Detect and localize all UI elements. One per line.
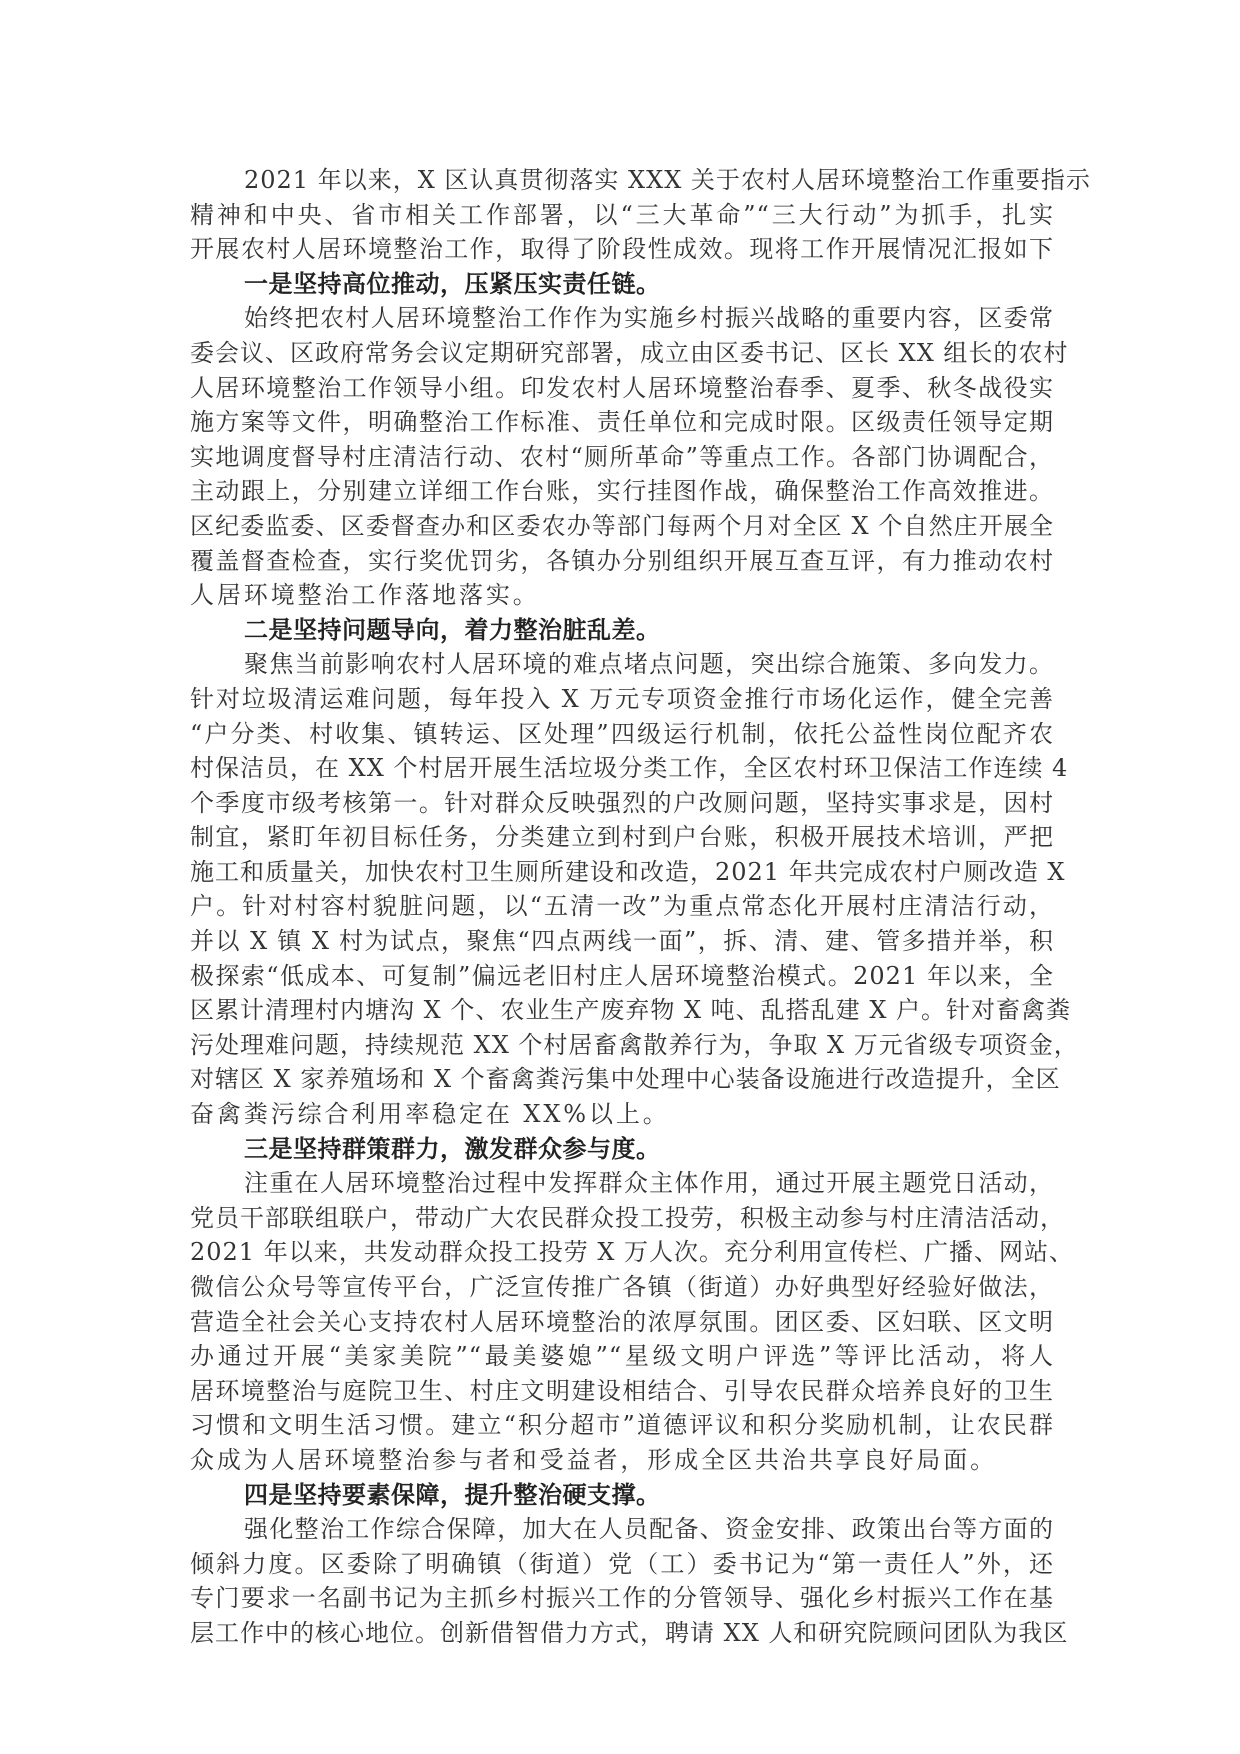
text-line: 强化整治工作综合保障，加大在人员配备、资金安排、政策出台等方面的 [244, 1515, 1054, 1544]
text-line: 居环境整治与庭院卫生、村庄文明建设相结合、引导农民群众培养良好的卫生 [190, 1376, 1054, 1405]
text-line: 办通过开展“美家美院”“最美婆媳”“星级文明户评选”等评比活动，将人 [190, 1342, 1054, 1371]
text-line: 注重在人居环境整治过程中发挥群众主体作用，通过开展主题党日活动， [244, 1169, 1054, 1198]
section-4-paragraph [190, 1512, 1069, 1650]
text-line: 奋禽粪污综合利用率稳定在 XX%以上。 [190, 1100, 670, 1129]
text-line: 针对垃圾清运难问题，每年投入 X 万元专项资金推行市场化运作，健全完善 [190, 684, 1054, 713]
text-line: 污处理难问题，持续规范 XX 个村居畜禽散养行为，争取 X 万元省级专项资金， [190, 1030, 1079, 1059]
text-line: 施方案等文件，明确整治工作标准、责任单位和完成时限。区级责任领导定期 [190, 408, 1054, 437]
text-line: 2021 年以来，共发动群众投工投劳 X 万人次。充分利用宣传栏、广播、网站、 [190, 1238, 1075, 1267]
text-line: 微信公众号等宣传平台，广泛宣传推广各镇（街道）办好典型好经验好做法， [190, 1273, 1054, 1301]
text-line: 区累计清理村内塘沟 X 个、农业生产废弃物 X 吨、乱搭乱建 X 户。针对畜禽粪 [190, 996, 1072, 1025]
section-heading-1: 一是坚持高位推动，压紧压实责任链。 [244, 269, 661, 298]
text-line: 并以 X 镇 X 村为试点，聚焦“四点两线一面”，拆、清、建、管多措并举，积 [190, 927, 1054, 956]
text-line: 实地调度督导村庄清洁行动、农村“厕所革命”等重点工作。各部门协调配合， [190, 442, 1054, 471]
text-line: 人居环境整治工作落地落实。 [190, 581, 540, 610]
section-heading-4: 四是坚持要素保障，提升整治硬支撑。 [244, 1480, 661, 1509]
text-line: 委会议、区政府常务会议定期研究部署，成立由区委书记、区长 XX 组长的农村 [190, 338, 1069, 367]
text-line: “户分类、村收集、镇转运、区处理”四级运行机制，依托公益性岗位配齐农 [190, 719, 1054, 748]
text-line: 制宜，紧盯年初目标任务，分类建立到村到户台账，积极开展技术培训，严把 [190, 823, 1054, 852]
text-line: 聚焦当前影响农村人居环境的难点堵点问题，突出综合施策、多向发力。 [244, 650, 1054, 679]
text-line: 习惯和文明生活习惯。建立“积分超市”道德评议和积分奖励机制，让农民群 [190, 1411, 1054, 1440]
text-line: 众成为人居环境整治参与者和受益者，形成全区共治共享良好局面。 [190, 1445, 997, 1474]
text-line: 极探索“低成本、可复制”偏远老旧村庄人居环境整治模式。2021 年以来，全 [190, 961, 1054, 990]
section-2-paragraph [190, 647, 1079, 1131]
document-page [190, 163, 1091, 1651]
text-line: 倾斜力度。区委除了明确镇（街道）党（工）委书记为“第一责任人”外，还 [190, 1549, 1054, 1578]
text-line: 户。针对村容村貌脏问题，以“五清一改”为重点常态化开展村庄清洁行动， [190, 892, 1054, 921]
text-line: 人居环境整治工作领导小组。印发农村人居环境整治春季、夏季、秋冬战役实 [190, 373, 1054, 402]
text-line: 精神和中央、省市相关工作部署，以“三大革命”“三大行动”为抓手，扎实 [190, 200, 1054, 229]
text-line: 对辖区 X 家养殖场和 X 个畜禽粪污集中处理中心装备设施进行改造提升，全区 [190, 1065, 1061, 1094]
section-1-paragraph [190, 301, 1069, 612]
text-line: 始终把农村人居环境整治工作作为实施乡村振兴战略的重要内容，区委常 [244, 304, 1054, 333]
text-line: 施工和质量关，加快农村卫生厕所建设和改造，2021 年共完成农村户厕改造 X [190, 857, 1066, 886]
intro-paragraph [190, 163, 1091, 267]
text-line: 党员干部联组联户，带动广大农民群众投工投劳，积极主动参与村庄清洁活动， [190, 1203, 1065, 1232]
text-line: 个季度市级考核第一。针对群众反映强烈的户改厕问题，坚持实事求是，因村 [190, 788, 1054, 817]
text-line: 村保洁员，在 XX 个村居开展生活垃圾分类工作，全区农村环卫保洁工作连续 4 [190, 754, 1069, 783]
text-line: 2021 年以来，X 区认真贯彻落实 XXX 关于农村人居环境整治工作重要指示 [244, 166, 1091, 194]
section-3-paragraph [190, 1166, 1075, 1477]
text-line: 覆盖督查检查，实行奖优罚劣，各镇办分别组织开展互查互评，有力推动农村 [190, 546, 1054, 575]
section-heading-3: 三是坚持群策群力，激发群众参与度。 [244, 1134, 661, 1163]
text-line: 主动跟上，分别建立详细工作台账，实行挂图作战，确保整治工作高效推进。 [190, 477, 1054, 506]
text-line: 层工作中的核心地位。创新借智借力方式，聘请 XX 人和研究院顾问团队为我区 [190, 1618, 1069, 1647]
text-line: 区纪委监委、区委督查办和区委农办等部门每两个月对全区 X 个自然庄开展全 [190, 511, 1054, 540]
text-line: 营造全社会关心支持农村人居环境整治的浓厚氛围。团区委、区妇联、区文明 [190, 1307, 1054, 1336]
section-heading-2: 二是坚持问题导向，着力整治脏乱差。 [244, 615, 661, 644]
text-line: 专门要求一名副书记为主抓乡村振兴工作的分管领导、强化乡村振兴工作在基 [190, 1584, 1054, 1613]
text-line: 开展农村人居环境整治工作，取得了阶段性成效。现将工作开展情况汇报如下 [190, 235, 1054, 264]
